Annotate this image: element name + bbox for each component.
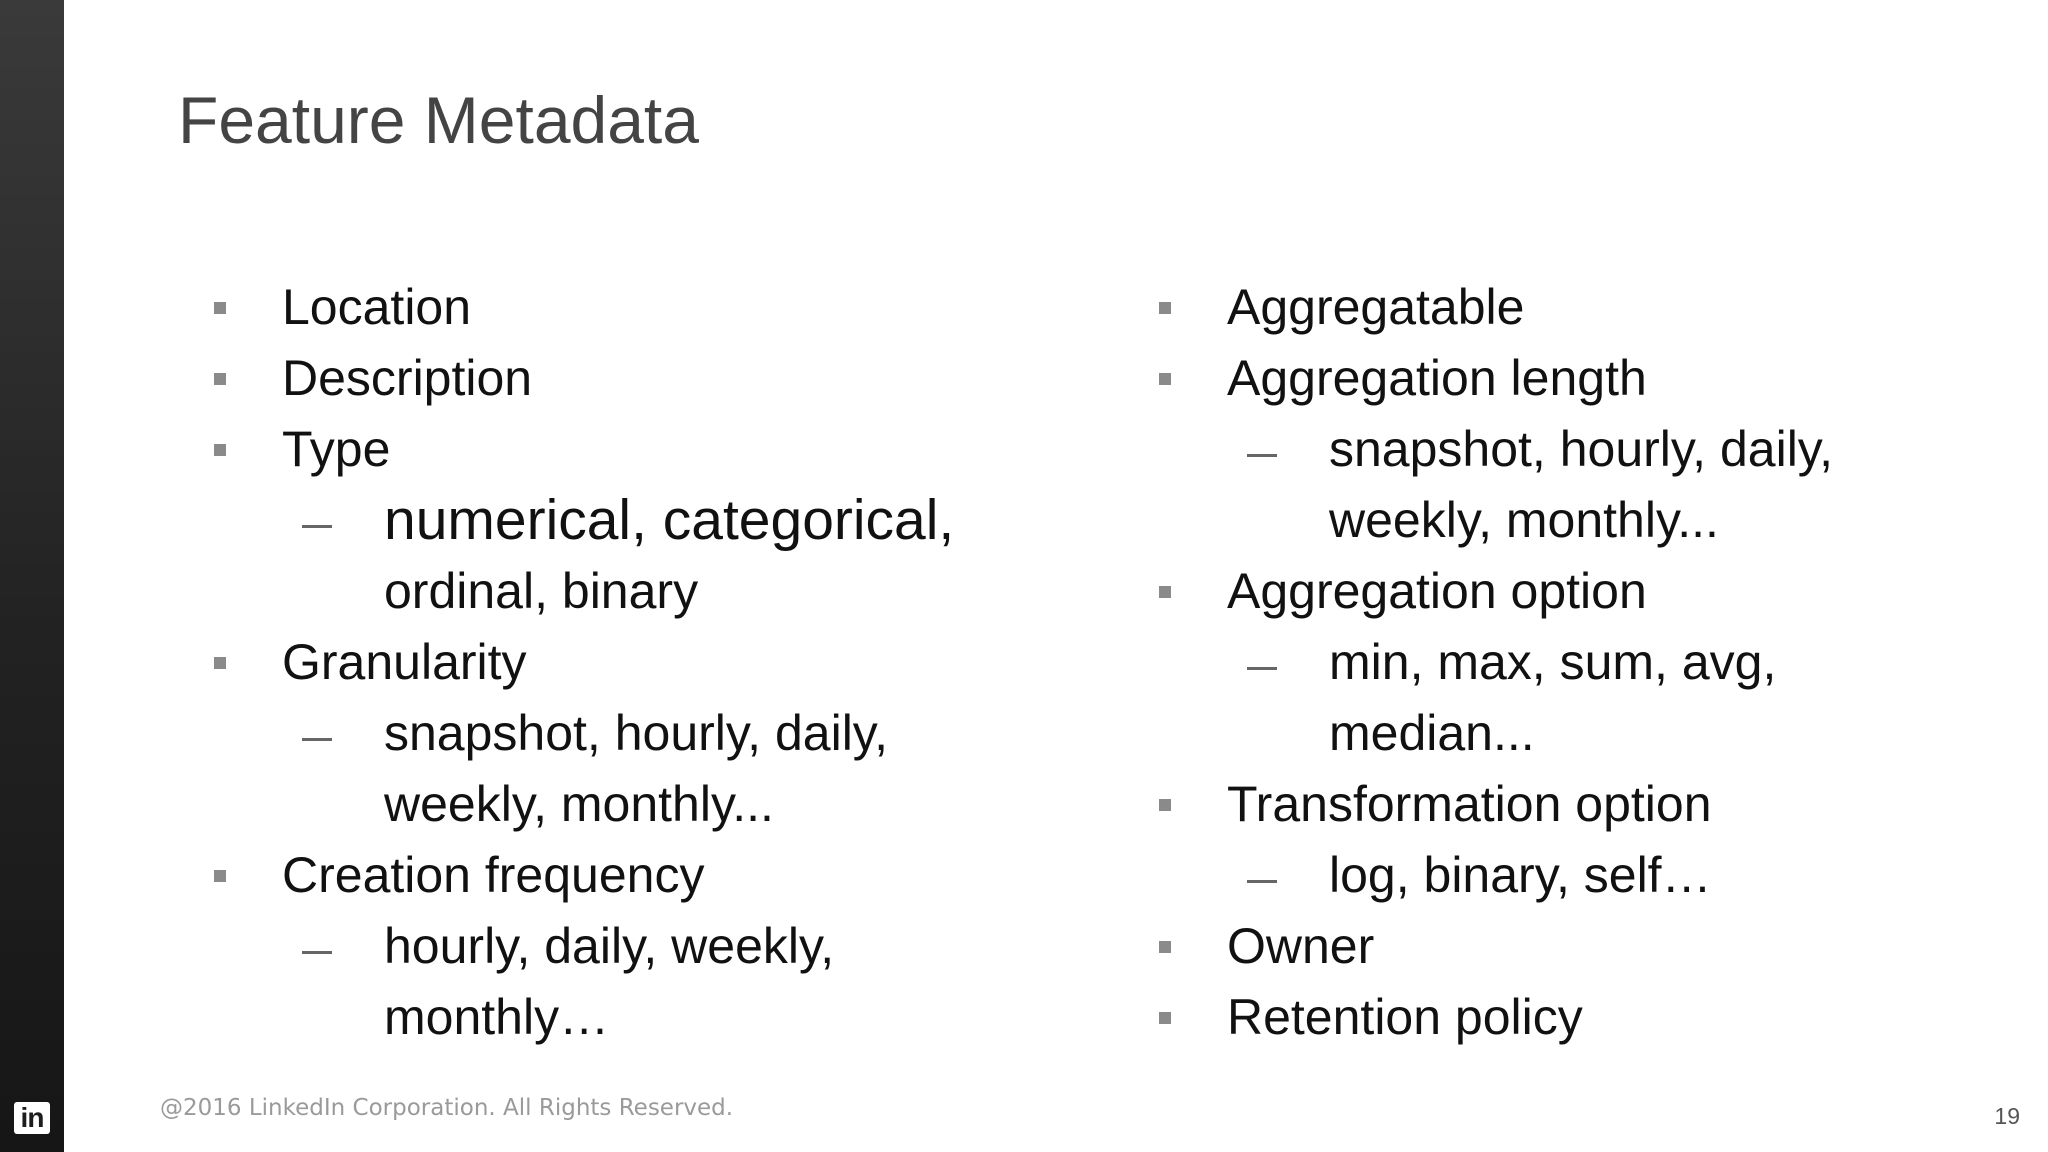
square-bullet-icon — [214, 373, 226, 385]
square-bullet-icon — [214, 444, 226, 456]
square-bullet-icon — [214, 657, 226, 669]
bullet-label: Location — [282, 279, 472, 335]
bullet-label: Type — [282, 421, 391, 477]
bullet-label: Retention policy — [1227, 989, 1583, 1045]
dash-bullet-icon — [302, 738, 332, 741]
square-bullet-icon — [1159, 302, 1171, 314]
sub-bullet-line: snapshot, hourly, daily, — [384, 705, 888, 761]
bullet-owner — [1155, 911, 2015, 982]
sub-bullet-line: median... — [1329, 705, 1535, 761]
sub-bullet-creation-frequency-values — [210, 911, 1090, 1053]
square-bullet-icon — [1159, 941, 1171, 953]
bullet-label: Transformation option — [1227, 776, 1712, 832]
sub-bullet-line: ordinal, binary — [384, 563, 699, 619]
sub-bullet-line: hourly, daily, weekly, — [384, 918, 835, 974]
sub-bullet-line: monthly… — [384, 989, 610, 1045]
dash-bullet-icon — [1247, 454, 1277, 457]
dash-bullet-icon — [1247, 667, 1277, 670]
bullet-creation-frequency — [210, 840, 1090, 911]
square-bullet-icon — [1159, 373, 1171, 385]
bullet-aggregation-option — [1155, 556, 2015, 627]
slide-title: Feature Metadata — [178, 83, 699, 157]
sub-bullet-transformation-option-values — [1155, 840, 2015, 911]
page-number: 19 — [1994, 1103, 2020, 1129]
square-bullet-icon — [1159, 1012, 1171, 1024]
square-bullet-icon — [1159, 799, 1171, 811]
bullet-aggregatable — [1155, 272, 2015, 343]
sub-bullet-line: snapshot, hourly, daily, — [1329, 421, 1833, 477]
sub-bullet-line: numerical, categorical, — [384, 488, 955, 552]
sub-bullet-aggregation-option-values — [1155, 627, 2015, 769]
bullet-label: Owner — [1227, 918, 1375, 974]
bullet-label: Description — [282, 350, 533, 406]
dash-bullet-icon — [1247, 880, 1277, 883]
sidebar — [0, 0, 64, 1152]
bullet-label: Creation frequency — [282, 847, 705, 903]
sub-bullet-aggregation-length-values — [1155, 414, 2015, 556]
right-bullet-list — [1155, 272, 2015, 1053]
left-bullet-list — [210, 272, 1090, 1053]
bullet-retention-policy — [1155, 982, 2015, 1053]
bullet-label: Aggregatable — [1227, 279, 1525, 335]
sub-bullet-granularity-values — [210, 698, 1090, 840]
bullet-location — [210, 272, 1090, 343]
dash-bullet-icon — [302, 525, 332, 528]
square-bullet-icon — [214, 870, 226, 882]
dash-bullet-icon — [302, 951, 332, 954]
copyright-footer: @2016 LinkedIn Corporation. All Rights Reserved. — [160, 1095, 734, 1121]
bullet-label: Aggregation length — [1227, 350, 1647, 406]
bullet-transformation-option — [1155, 769, 2015, 840]
bullet-label: Granularity — [282, 634, 527, 690]
sub-bullet-line: log, binary, self… — [1329, 847, 1712, 903]
bullet-granularity — [210, 627, 1090, 698]
sub-bullet-type-values — [210, 485, 1090, 627]
linkedin-logo-icon: in — [14, 1102, 50, 1134]
square-bullet-icon — [1159, 586, 1171, 598]
square-bullet-icon — [214, 302, 226, 314]
bullet-type — [210, 414, 1090, 485]
bullet-label: Aggregation option — [1227, 563, 1647, 619]
bullet-description — [210, 343, 1090, 414]
sub-bullet-line: weekly, monthly... — [1329, 492, 1719, 548]
sub-bullet-line: weekly, monthly... — [384, 776, 774, 832]
sub-bullet-line: min, max, sum, avg, — [1329, 634, 1777, 690]
bullet-aggregation-length — [1155, 343, 2015, 414]
